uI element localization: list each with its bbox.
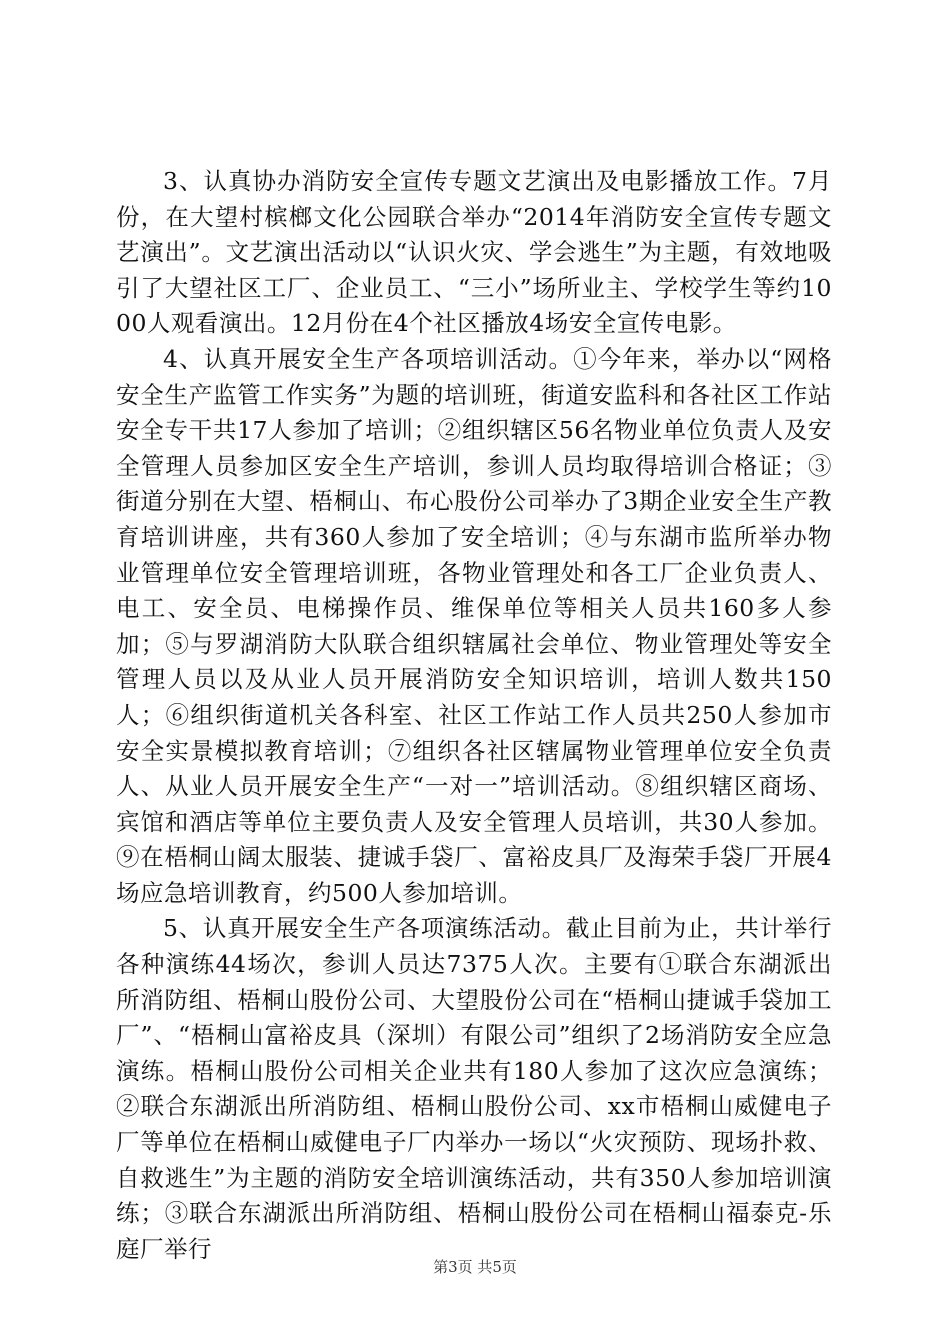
body-text — [116, 164, 832, 1267]
page-footer: 第3页 共5页 — [433, 1258, 517, 1276]
paragraph-5: 5、认真开展安全生产各项演练活动。截止目前为止，共计举行各种演练44场次，参训人员达7375人次。主要有①联合东湖派出所消防组、梧桐山股份公司、大望股份公司在“梧桐山捷诚手袋加工厂”、“梧桐山富裕皮具（深圳）有限公司”组织了2场消防安全应急演练。梧桐山股份公司相关企业共有180人参加了这次应急演练；②联合东湖派出所消防组、梧桐山股份公司、xx市梧桐山威健电子厂等单位在梧桐山威健电子厂内举办一场以“火灾预防、现场扑救、自救逃生”为主题的消防安全培训演练活动，共有350人参加培训演练；③联合东湖派出所消防组、梧桐山股份公司在梧桐山福泰克-乐庭厂举行 — [116, 914, 832, 1263]
paragraph-4: 4、认真开展安全生产各项培训活动。①今年来，举办以“网格安全生产监管工作实务”为题的培训班，街道安监科和各社区工作站安全专干共17人参加了培训；②组织辖区56名物业单位负责人及安全管理人员参加区安全生产培训，参训人员均取得培训合格证；③街道分别在大望、梧桐山、布心股份公司举办了3期企业安全生产教育培训讲座，共有360人参加了安全培训；④与东湖市监所举办物业管理单位安全管理培训班，各物业管理处和各工厂企业负责人、电工、安全员、电梯操作员、维保单位等相关人员共160多人参加；⑤与罗湖消防大队联合组织辖属社会单位、物业管理处等安全管理人员以及从业人员开展消防安全知识培训，培训人数共150人；⑥组织街道机关各科室、社区工作站工作人员共250人参加市安全实景模拟教育培训；⑦组织各社区辖属物业管理单位安全负责人、从业人员开展安全生产“一对一”培训活动。⑧组织辖区商场、宾馆和酒店等单位主要负责人及安全管理人员培训，共30人参加。⑨在梧桐山阔太服装、捷诚手袋厂、富裕皮具厂及海荣手袋厂开展4场应急培训教育，约500人参加培训。 — [116, 344, 832, 907]
paragraph-3: 3、认真协办消防安全宣传专题文艺演出及电影播放工作。7月份，在大望村槟榔文化公园联合举办“2014年消防安全宣传专题文艺演出”。文艺演出活动以“认识火灾、学会逃生”为主题，有效地吸引了大望社区工厂、企业员工、“三小”场所业主、学校学生等约1000人观看演出。12月份在4个社区播放4场安全宣传电影。 — [116, 167, 832, 338]
